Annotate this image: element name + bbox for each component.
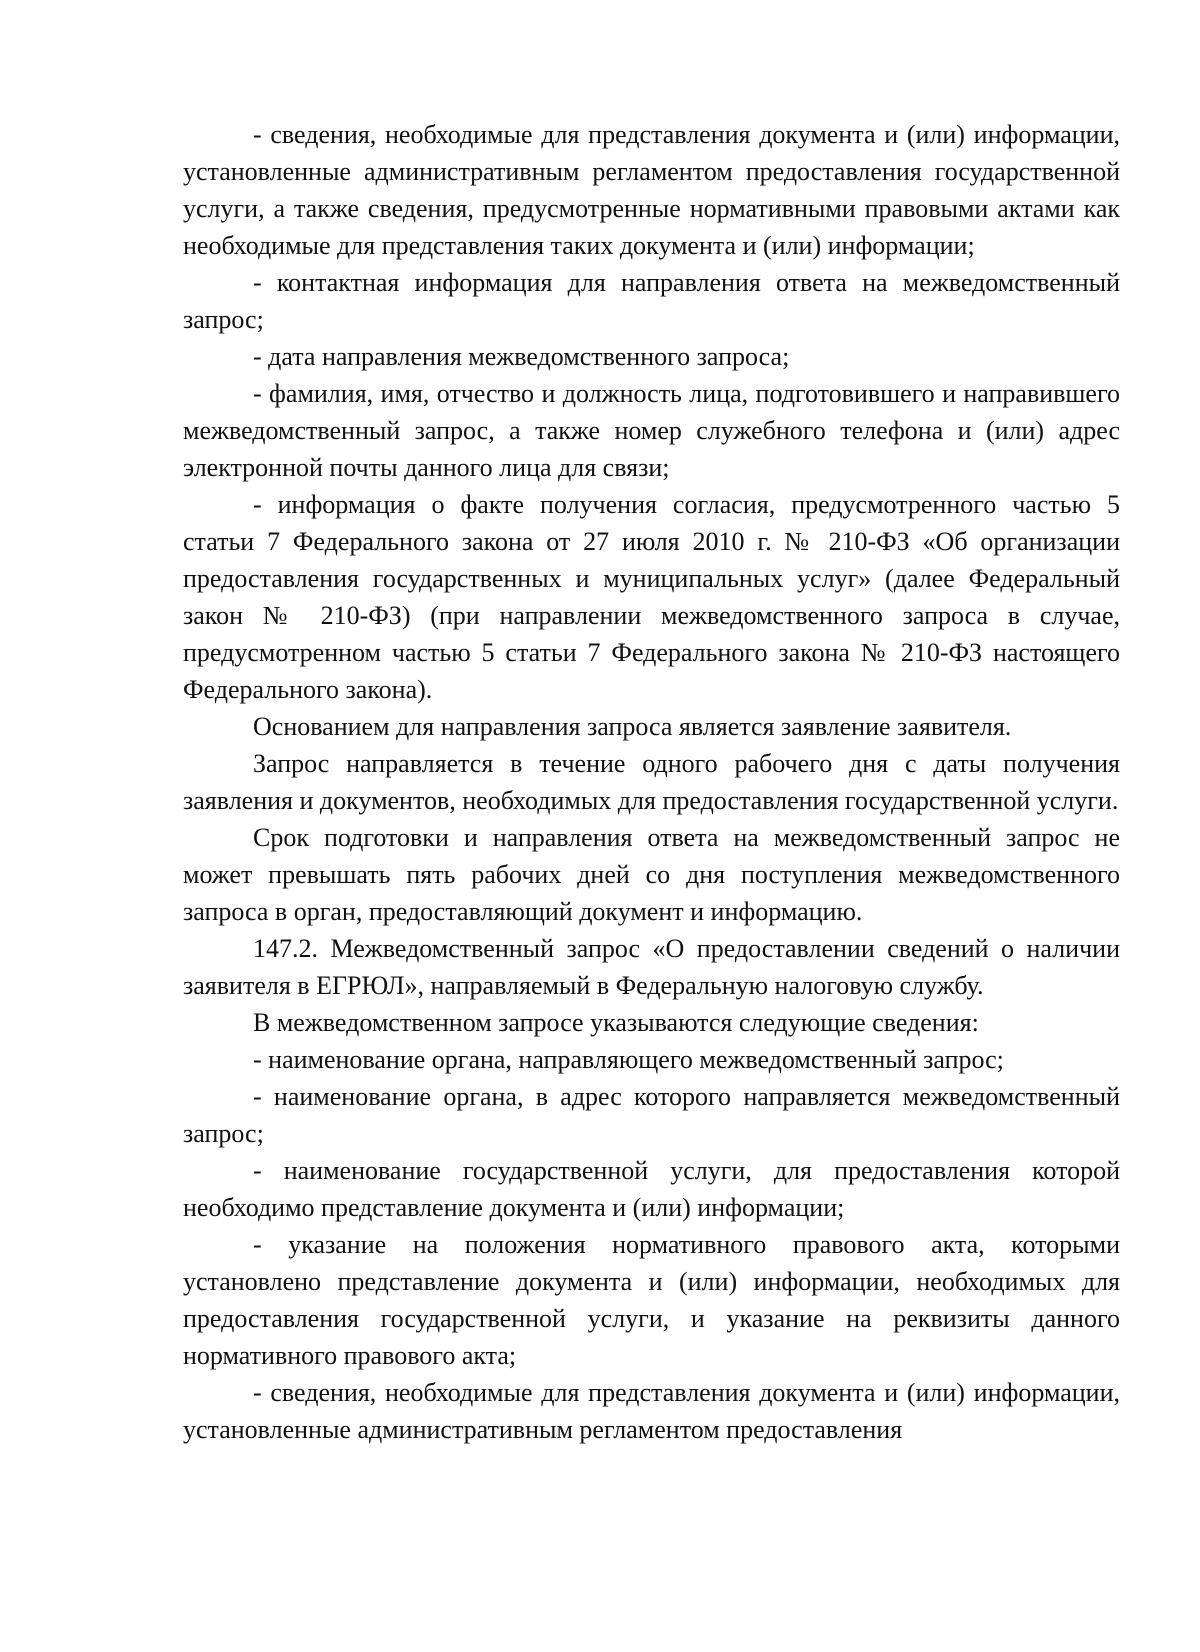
paragraph: 147.2. Межведомственный запрос «О предоставлении сведений о наличии заявителя в ЕГРЮЛ», направляемый в Федеральную налоговую службу.: [183, 934, 1120, 1000]
paragraph: - наименование органа, в адрес которого направляется межведомственный запрос;: [183, 1082, 1120, 1148]
paragraph: Срок подготовки и направления ответа на межведомственный запрос не может превышать пять рабочих дней со дня поступления межведомственного запроса в орган, предоставляющий документ и информацию.: [183, 823, 1120, 926]
paragraph: В межведомственном запросе указываются следующие сведения:: [253, 1008, 979, 1037]
paragraph: - наименование государственной услуги, для предоставления которой необходимо представление документа и (или) информации;: [183, 1156, 1120, 1222]
paragraph: - указание на положения нормативного правового акта, которыми установлено представление документа и (или) информации, необходимых для предоставления государственной услуги, и указание на реквизиты данного нормативного правового акта;: [183, 1230, 1120, 1370]
paragraph: - информация о факте получения согласия, предусмотренного частью 5 статьи 7 Федерального закона от 27 июля 2010 г. № 210-ФЗ «Об организации предоставления государственных и муниципальных услуг» (далее Федеральный закон № 210-ФЗ) (при направлении межведомственного запроса в случае, предусмотренном частью 5 статьи 7 Федерального закона № 210-ФЗ настоящего Федерального закона).: [183, 490, 1120, 704]
paragraph: - сведения, необходимые для представления документа и (или) информации, установленные административным регламентом предоставления: [183, 1378, 1120, 1444]
paragraph: Запрос направляется в течение одного рабочего дня с даты получения заявления и документов, необходимых для предоставления государственной услуги.: [183, 749, 1120, 815]
document-body: [183, 116, 1120, 1448]
paragraph: - наименование органа, направляющего межведомственный запрос;: [253, 1045, 1004, 1074]
paragraph: - контактная информация для направления ответа на межведомственный запрос;: [183, 268, 1120, 334]
paragraph: - фамилия, имя, отчество и должность лица, подготовившего и направившего межведомственный запрос, а также номер служебного телефона и (или) адрес электронной почты данного лица для связи;: [183, 379, 1120, 482]
paragraph: - сведения, необходимые для представления документа и (или) информации, установленные административным регламентом предоставления государственной услуги, а также сведения, предусмотренные нормативными правовыми актами как необходимые для представления таких документа и (или) информации;: [183, 120, 1120, 260]
paragraph: - дата направления межведомственного запроса;: [253, 342, 790, 371]
paragraph: Основанием для направления запроса является заявление заявителя.: [253, 712, 1012, 741]
